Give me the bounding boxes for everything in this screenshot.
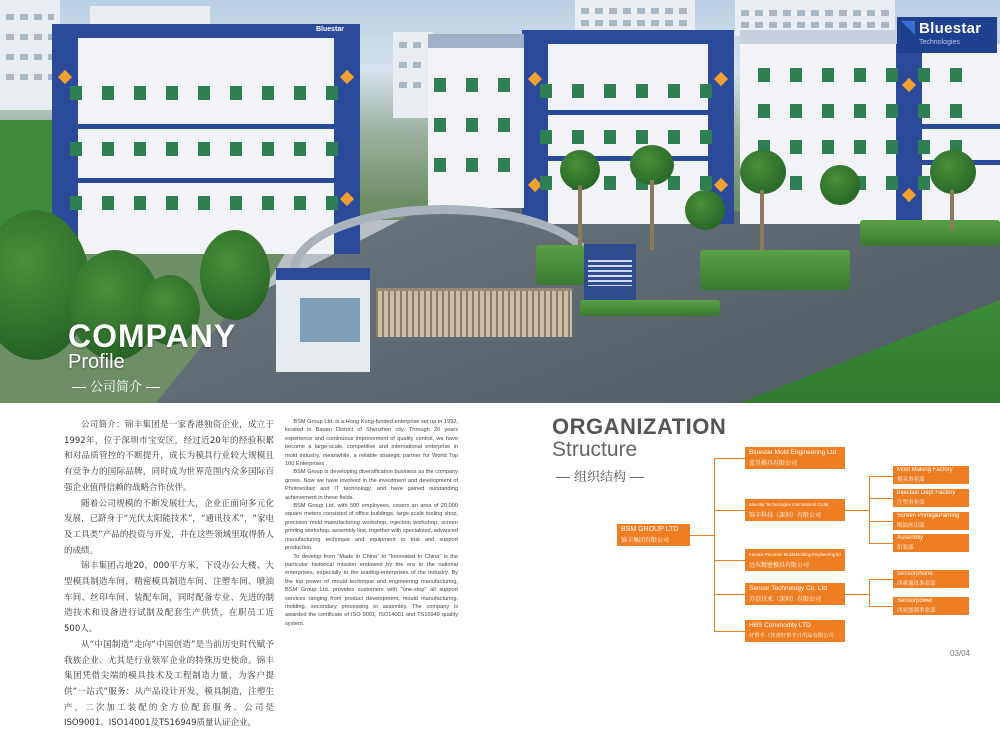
connector-line	[869, 476, 893, 477]
hedge	[860, 220, 1000, 246]
org-node-label: Bluestar Mold Engineering Ltd	[749, 449, 837, 456]
paragraph: BSM Group is developing diversification business as the company grows. Now we have involved in the investment and development of Photovoltaic and IT technology, and have gained outstanding achievement in these fields.	[285, 469, 458, 501]
guard-house	[276, 268, 370, 372]
org-node-division	[893, 512, 969, 530]
paragraph: To develop from "Made in China" to "Innovated In China" is the particular historical mission endowed by the era to the national enterprises, especially to the leading-enterprises of the industry. By the top power of mould technique and engineering manufacturing, BSM Group Ltd. provides customers with "one-stop" all support services ranging from product development, mould manufacturing, molding, secondary processing to assembly. The company is awarded the certificate of ISO 9001, ISO14001 and TS16949 quality system.	[285, 553, 458, 627]
org-node-root	[617, 524, 690, 546]
org-node-label: Assembly	[897, 535, 924, 541]
company-sign	[584, 244, 636, 302]
org-node-division	[893, 466, 969, 484]
org-node-company	[745, 499, 845, 521]
connector-line	[714, 631, 745, 632]
org-node-label-cn: 西索通讯事业部	[897, 581, 936, 587]
tree	[820, 165, 860, 205]
org-node-label: HBS Commodity LTD	[749, 622, 811, 629]
company-logo	[897, 17, 997, 53]
org-node-label: Screen Printig&Parning	[897, 513, 960, 519]
dash-decoration	[146, 387, 160, 388]
org-node-unit	[893, 570, 969, 588]
org-node-company	[745, 620, 845, 642]
factory-building-left	[52, 24, 360, 254]
org-node-company	[745, 583, 845, 605]
org-node-label-cn: 喷油丝印部	[897, 523, 925, 529]
connector-line	[869, 579, 893, 580]
org-node-label: Bluestar Technologies International Co.ltd	[749, 502, 829, 507]
org-node-division	[893, 534, 969, 552]
palm-trunk	[760, 190, 764, 250]
org-node-label-cn: 远东精密模具有限公司	[749, 562, 810, 569]
palm-trunk	[950, 190, 954, 230]
background-building	[0, 0, 60, 110]
palm-trunk	[650, 180, 654, 250]
org-node-label-cn: 苏信技术（深圳）有限公司	[749, 596, 822, 603]
org-node-label-cn: 锦丰科技（深圳）有限公司	[749, 512, 822, 519]
org-node-label: Sensorphone	[897, 571, 933, 577]
logo-mark-icon	[901, 21, 915, 35]
org-node-label: Sensorpower	[897, 598, 933, 604]
palm-trunk	[578, 185, 582, 245]
tree	[560, 150, 600, 190]
profile-text-english	[285, 418, 458, 628]
org-node-label-cn: 模具事业部	[897, 477, 925, 483]
org-node-label: Mold Making Factory	[897, 467, 953, 473]
connector-line	[869, 543, 893, 544]
paragraph: 公司简介：锦丰集团是一家香港独资企业，成立于1992年，位于深圳市宝安区，经过近20年的经验积累和对品质管控的不断提升，成长为模具行业较大规模且有竞争力的国际品牌，同时成为世界范围内众多国际百强企业值得信赖的战略合作伙伴。	[64, 420, 274, 493]
dash-decoration	[556, 477, 570, 478]
org-node-label: Injection Dept Factory	[897, 490, 956, 496]
org-node-label-cn: 组装部	[897, 545, 914, 551]
tree	[685, 190, 725, 230]
section-subtitle: Profile	[68, 351, 125, 373]
dash-decoration	[630, 477, 644, 478]
org-node-label: Sensor Technology Co. Ltd	[749, 585, 827, 592]
tree	[930, 150, 976, 194]
org-subtitle-cn-text: 组织结构	[574, 470, 627, 485]
org-node-label-cn: 蓝星模具有限公司	[749, 460, 798, 467]
org-subtitle-cn	[552, 466, 648, 485]
paragraph: BSM Group Ltd. with 500 employees, covers an area of 20,000 square meters consisted of office buildings, large-scale tooling shop, precision mold manufacturing workshop, injection workshop, screen printing workshop, assembly line, together with specialized, advanced manufacturing technique and equipment to trial and support production.	[285, 503, 458, 552]
hedge	[700, 250, 850, 290]
org-node-label-cn: 注塑事业部	[897, 500, 925, 506]
factory-building-right	[740, 30, 1000, 224]
logo-name: Bluestar	[919, 20, 982, 37]
profile-text-chinese	[64, 418, 274, 732]
tree	[200, 230, 270, 320]
tree	[630, 145, 674, 185]
org-subtitle: Structure	[552, 438, 638, 461]
connector-line	[714, 458, 715, 632]
org-title: ORGANIZATION	[552, 414, 727, 439]
connector-line	[845, 594, 869, 595]
hedge	[580, 300, 720, 316]
paragraph: 从“中国制造”走向“中国创造”是当前历史时代赋予我族企业、尤其是行业领军企业的特殊历史使命。锦丰集团凭借尖端的模具技术及工程制造力量，为客户提供“一站式”服务：从产品设计开发，模具制造，注塑生产，二次加工装配的全方位配套服务。公司是ISO9001、ISO14001及TS16949质量认证企业。	[64, 639, 274, 729]
paragraph: 锦丰集团占地20，000平方米，下设办公大楼、大型模具制造车间，精密模具制造车间、注塑车间、喷油车间、丝印车间、装配车间，同时配备专业、先进的制造技术和设备进行试制及配套生产供货，在职员工近500人。	[64, 561, 274, 635]
connector-line	[714, 560, 745, 561]
background-building	[575, 0, 695, 34]
connector-line	[869, 579, 870, 606]
building-sign: Bluestar	[316, 26, 345, 33]
org-node-label-cn: 锦丰集团有限公司	[621, 537, 670, 544]
connector-line	[714, 510, 745, 511]
hedge	[536, 245, 584, 285]
subtitle-cn-text: 公司简介	[90, 380, 143, 395]
org-node-label-cn: 西索能源事业部	[897, 608, 936, 614]
tree	[740, 150, 786, 194]
factory-building-middle-wing	[428, 34, 524, 208]
org-node-unit	[893, 597, 969, 615]
connector-line	[845, 510, 869, 511]
org-node-division	[893, 489, 969, 507]
paragraph: 随着公司规模的不断发展壮大，企业正面向多元化发展，已跻身于“光伏太阳能技术”，“通讯技术”，“家电及工具类”产品的投资与开发，并在这些领域里取得骄人的成绩。	[64, 498, 274, 556]
section-title: COMPANY	[68, 318, 237, 354]
background-building	[393, 32, 433, 118]
org-node-label: BSM GROUP LTD	[621, 526, 679, 533]
dash-decoration	[72, 387, 86, 388]
connector-line	[714, 458, 745, 459]
entrance-gate	[376, 288, 572, 337]
connector-line	[714, 594, 745, 595]
connector-line	[869, 521, 893, 522]
page-number: 03/04	[950, 649, 971, 658]
org-node-label: Fareast Precision Mold&Molding Engineering ltd	[749, 552, 841, 557]
paragraph: BSM Group Ltd. is a Hong Kong-funded enterprise set up in 1992, located in Baoan District of Shenzhen city. Through 20 years experience and continuous improvement of quality control, we have become a large-scale, competitive and international enterprise in mold industry, meanwhile, a reliable strategic partner for World Top 100 Enterprises .	[285, 419, 458, 468]
org-node-label-cn: 好帮手（佳喜好帮手日用品有限公司	[749, 633, 834, 639]
connector-line	[869, 498, 893, 499]
connector-line	[869, 606, 893, 607]
connector-line	[690, 535, 714, 536]
logo-tagline: Technologies	[919, 39, 960, 46]
connector-line	[869, 476, 870, 543]
org-node-company	[745, 549, 845, 571]
org-node-company	[745, 447, 845, 469]
section-subtitle-cn	[68, 376, 164, 395]
